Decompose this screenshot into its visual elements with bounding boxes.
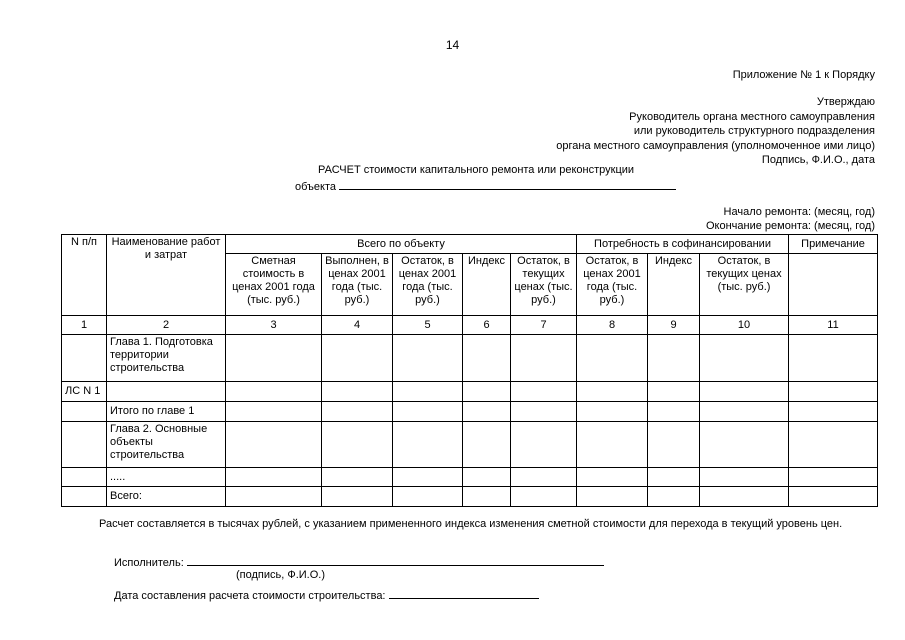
approval-line: Подпись, Ф.И.О., дата — [761, 154, 875, 166]
table-row — [62, 487, 878, 507]
table-row — [62, 402, 878, 422]
column-number: 8 — [577, 316, 648, 335]
object-field — [295, 178, 676, 193]
signature-caption: (подпись, Ф.И.О.) — [236, 569, 326, 581]
column-number: 3 — [226, 316, 322, 335]
appendix-note: Приложение № 1 к Порядку — [732, 69, 875, 81]
column-number: 9 — [648, 316, 700, 335]
subheader-cell: Остаток, в текущих ценах (тыс. руб.) — [511, 254, 577, 316]
subheader-cell: Выполнен, в ценах 2001 года (тыс. руб.) — [322, 254, 393, 316]
row-num — [62, 335, 107, 382]
header-total-group: Всего по объекту — [226, 235, 577, 254]
row-name: Всего: — [107, 487, 226, 507]
page-number: 14 — [445, 38, 460, 52]
object-label: объекта — [295, 181, 337, 193]
header-num: N п/п — [62, 235, 107, 316]
object-blank-line — [339, 178, 676, 190]
date-label: Дата составления расчета стоимости строительства: — [114, 590, 386, 602]
executor-blank-line — [187, 554, 604, 566]
row-name: Глава 1. Подготовка территории строительства — [107, 335, 226, 382]
header-name: Наименование работ и затрат — [107, 235, 226, 316]
table-row — [62, 468, 878, 487]
subheader-empty-cell — [789, 254, 878, 316]
row-num — [62, 468, 107, 487]
column-number: 10 — [700, 316, 789, 335]
subheader-cell: Сметная стоимость в ценах 2001 года (тыс. руб.) — [226, 254, 322, 316]
column-number: 5 — [393, 316, 463, 335]
column-number: 11 — [789, 316, 878, 335]
header-note: Примечание — [789, 235, 878, 254]
table-row — [62, 382, 878, 402]
row-name: ..... — [107, 468, 226, 487]
subheader-cell: Индекс — [463, 254, 511, 316]
row-name: Итого по главе 1 — [107, 402, 226, 422]
date-blank-line — [389, 587, 539, 599]
approval-line: органа местного самоуправления (уполномоченное ими лицо) — [556, 139, 875, 152]
repair-end: Окончание ремонта: (месяц, год) — [705, 220, 875, 232]
table-row — [62, 422, 878, 468]
column-number-row — [62, 316, 878, 335]
repair-start: Начало ремонта: (месяц, год) — [723, 206, 875, 218]
column-number: 7 — [511, 316, 577, 335]
cost-table — [61, 234, 878, 507]
repair-dates — [706, 205, 875, 233]
row-num: ЛС N 1 — [62, 382, 107, 402]
approval-line: или руководитель структурного подразделения — [633, 125, 875, 137]
executor-field — [114, 554, 604, 569]
executor-label: Исполнитель: — [114, 557, 184, 569]
date-field — [114, 587, 539, 602]
row-name: Глава 2. Основные объекты строительства — [107, 422, 226, 468]
row-num — [62, 487, 107, 507]
approval-line: Руководитель органа местного самоуправления — [629, 110, 875, 123]
document-title: РАСЧЕТ стоимости капитального ремонта или реконструкции — [318, 164, 635, 176]
column-number: 4 — [322, 316, 393, 335]
row-name — [107, 382, 226, 402]
subheader-cell: Остаток, в ценах 2001 года (тыс. руб.) — [393, 254, 463, 316]
approval-block — [556, 95, 875, 168]
row-num — [62, 402, 107, 422]
column-number: 2 — [107, 316, 226, 335]
approval-label: Утверждаю — [816, 96, 875, 108]
header-cofinancing-group: Потребность в софинансировании — [577, 235, 789, 254]
subheader-cell: Остаток, в ценах 2001 года (тыс. руб.) — [577, 254, 648, 316]
column-number: 1 — [62, 316, 107, 335]
subheader-cell: Индекс — [648, 254, 700, 316]
row-num — [62, 422, 107, 468]
subheader-cell: Остаток, в текущих ценах (тыс. руб.) — [700, 254, 789, 316]
table-row — [62, 335, 878, 382]
footnote: Расчет составляется в тысячах рублей, с указанием примененного индекса изменения сметной стоимости для перехода в текущий уровень цен. — [99, 518, 843, 530]
column-number: 6 — [463, 316, 511, 335]
